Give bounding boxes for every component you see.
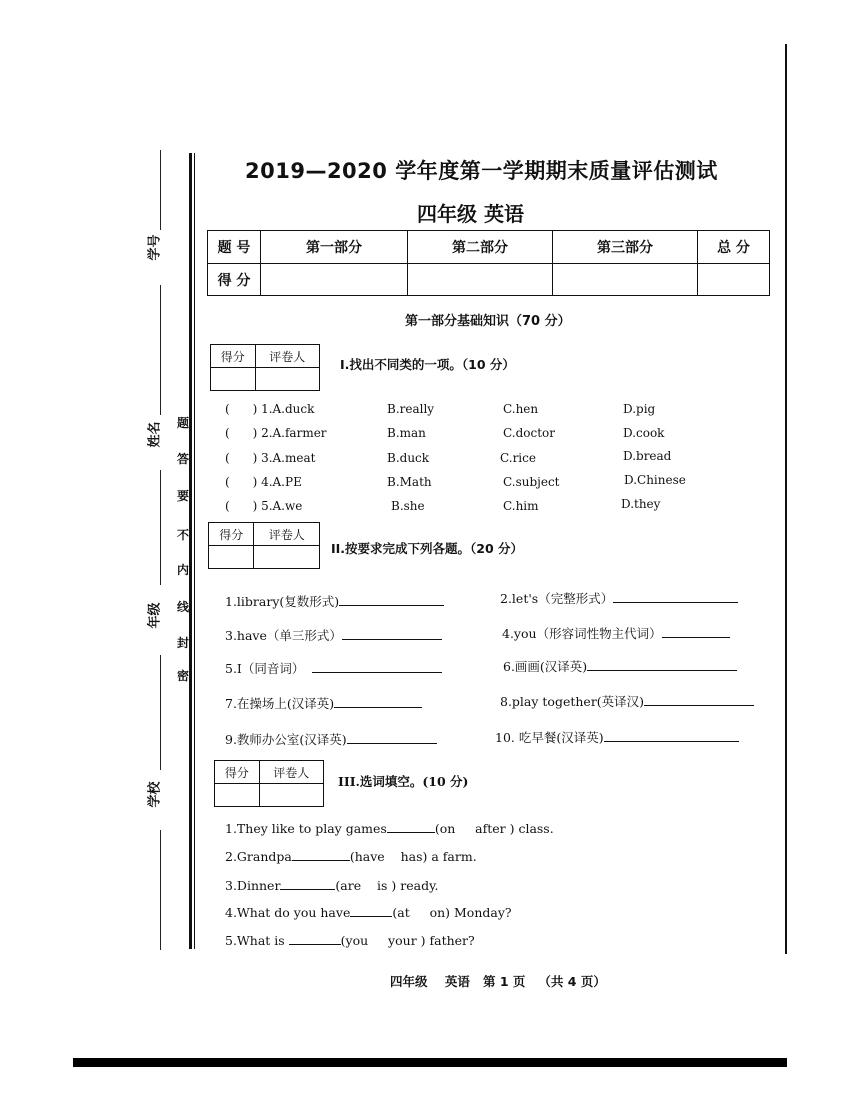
fill-prompt: 7.在操场上(汉译英): [225, 696, 335, 711]
mc-number: ( ) 3.A.meat: [225, 451, 316, 465]
name-label: 姓名: [147, 421, 163, 448]
side-rule-4: [160, 655, 161, 770]
score-header-cell: 第一部分: [261, 231, 408, 264]
part1-title: 第一部分基础知识（70 分）: [405, 314, 571, 329]
mc-option-b: B.really: [387, 402, 435, 416]
fill-item: [225, 626, 442, 644]
score-cell[interactable]: [553, 264, 698, 296]
mc-option-c: C.subject: [503, 475, 560, 489]
fill-item: [225, 659, 442, 677]
seal-char: 线: [177, 600, 190, 614]
choose-item: [225, 820, 554, 836]
mc-option-b: B.Math: [387, 475, 432, 489]
grader-box-1: [210, 344, 320, 391]
mc-option-b: B.man: [387, 426, 426, 440]
score-header-cell: 第三部分: [553, 231, 698, 264]
answer-blank[interactable]: [587, 658, 737, 671]
answer-blank[interactable]: [289, 932, 341, 945]
grader-box-3: [214, 760, 324, 807]
grader-score-label: 得分: [211, 345, 256, 368]
answer-blank[interactable]: [280, 877, 335, 890]
grader-marker-cell[interactable]: [254, 546, 320, 569]
student-number-label: 学号: [147, 234, 163, 261]
seal-char: 不: [177, 528, 190, 542]
choose-text-after: (at on) Monday?: [392, 905, 512, 920]
answer-blank[interactable]: [613, 590, 738, 603]
grader-marker-label: 评卷人: [255, 345, 319, 368]
fill-prompt: 9.教师办公室(汉译英): [225, 732, 347, 747]
side-rule-5: [160, 830, 161, 950]
binding-line-thick: [189, 153, 192, 949]
fill-item: [225, 730, 437, 748]
mc-question: [225, 475, 302, 489]
mc-number: ( ) 4.A.PE: [225, 475, 302, 489]
grader-marker-cell[interactable]: [259, 784, 323, 807]
score-cell[interactable]: [261, 264, 408, 296]
fill-prompt: 6.画画(汉译英): [503, 659, 588, 674]
fill-prompt: 2.let's（完整形式）: [500, 591, 614, 606]
answer-blank[interactable]: [342, 627, 442, 640]
score-header-cell: 总 分: [698, 231, 770, 264]
grader-score-label: 得分: [209, 523, 254, 546]
grade-label: 年级: [147, 602, 163, 629]
grader-box-2: [208, 522, 320, 569]
fill-prompt: 10. 吃早餐(汉译英): [495, 730, 604, 745]
mc-option-c: C.him: [503, 499, 539, 513]
side-rule-3: [160, 470, 161, 585]
grader-marker-label: 评卷人: [259, 761, 323, 784]
side-rule-2: [160, 285, 161, 415]
section3-title: III.选词填空。(10 分): [338, 774, 469, 789]
mc-question: [225, 499, 302, 513]
mc-question: [225, 451, 315, 465]
choose-text-before: 1.They like to play games: [225, 821, 387, 836]
grader-marker-cell[interactable]: [255, 368, 319, 391]
seal-char: 要: [177, 489, 190, 503]
seal-char: 密: [177, 669, 190, 683]
choose-item: [225, 877, 438, 893]
grader-marker-label: 评卷人: [254, 523, 320, 546]
mc-option-b: B.duck: [387, 451, 430, 465]
fill-item: [225, 694, 422, 712]
choose-text-after: (you your ) father?: [340, 933, 475, 948]
mc-option-d: D.pig: [623, 402, 656, 416]
fill-item: [225, 592, 444, 610]
fill-item: [500, 692, 754, 710]
mc-question: [225, 426, 327, 440]
grader-score-cell[interactable]: [209, 546, 254, 569]
exam-title: 2019—2020 学年度第一学期期末质量评估测试: [245, 159, 718, 183]
fill-prompt: 1.library(复数形式): [225, 594, 340, 609]
fill-item: [500, 589, 738, 607]
mc-option-d: D.cook: [623, 426, 665, 440]
mc-number: ( ) 1.A.duck: [225, 402, 315, 416]
choose-text-after: (are is ) ready.: [335, 878, 439, 893]
mc-number: ( ) 2.A.farmer: [225, 426, 327, 440]
score-table: [207, 230, 770, 296]
section1-title: I.找出不同类的一项。（10 分）: [340, 357, 515, 372]
section2-title: II.按要求完成下列各题。（20 分）: [331, 541, 524, 556]
score-header-cell: 第二部分: [408, 231, 553, 264]
binding-line-thin: [194, 153, 195, 949]
mc-option-d: D.bread: [623, 449, 672, 463]
answer-blank[interactable]: [347, 731, 437, 744]
choose-text-before: 3.Dinner: [225, 878, 281, 893]
fill-prompt: 5.I（同音词）: [225, 661, 305, 676]
scan-bottom-edge: [73, 1058, 787, 1067]
mc-number: ( ) 5.A.we: [225, 499, 303, 513]
answer-blank[interactable]: [339, 593, 444, 606]
school-label: 学校: [147, 781, 163, 808]
right-edge-line: [785, 44, 787, 954]
answer-blank[interactable]: [334, 695, 422, 708]
mc-option-c: C.doctor: [503, 426, 555, 440]
fill-prompt: 4.you（形容词性物主代词）: [502, 626, 662, 641]
answer-blank[interactable]: [662, 625, 730, 638]
choose-item: [225, 904, 512, 920]
grader-score-cell[interactable]: [211, 368, 256, 391]
answer-blank[interactable]: [350, 904, 392, 917]
score-row-label: 得 分: [208, 264, 261, 296]
answer-blank[interactable]: [644, 693, 754, 706]
mc-option-d: D.they: [621, 497, 661, 511]
grader-score-cell[interactable]: [215, 784, 260, 807]
answer-blank[interactable]: [387, 820, 435, 833]
answer-blank[interactable]: [292, 848, 350, 861]
seal-char: 封: [177, 636, 190, 650]
mc-option-d: D.Chinese: [624, 473, 686, 487]
page-footer: 四年级 英语 第 1 页 （共 4 页）: [390, 974, 606, 989]
score-cell[interactable]: [698, 264, 770, 296]
choose-text-before: 2.Grandpa: [225, 849, 292, 864]
choose-text-before: 4.What do you have: [225, 905, 351, 920]
seal-char: 题: [177, 416, 190, 430]
choose-text-after: (on after ) class.: [434, 821, 554, 836]
seal-char: 内: [177, 563, 190, 577]
choose-text-after: (have has) a farm.: [349, 849, 477, 864]
mc-option-b: B.she: [391, 499, 425, 513]
answer-blank[interactable]: [312, 660, 442, 673]
fill-prompt: 8.play together(英译汉): [500, 694, 645, 709]
side-rule-1: [160, 150, 161, 230]
fill-prompt: 3.have（单三形式）: [225, 628, 342, 643]
mc-question: [225, 402, 314, 416]
mc-option-c: C.rice: [500, 451, 536, 465]
exam-subtitle: 四年级 英语: [417, 202, 524, 226]
choose-text-before: 5.What is: [225, 933, 289, 948]
score-cell[interactable]: [408, 264, 553, 296]
fill-item: [503, 657, 737, 675]
seal-char: 答: [177, 452, 190, 466]
mc-option-c: C.hen: [503, 402, 539, 416]
fill-item: [495, 728, 739, 746]
choose-item: [225, 848, 477, 864]
score-header-cell: 题 号: [208, 231, 261, 264]
answer-blank[interactable]: [604, 729, 739, 742]
choose-item: [225, 932, 475, 948]
grader-score-label: 得分: [215, 761, 260, 784]
fill-item: [502, 624, 730, 642]
